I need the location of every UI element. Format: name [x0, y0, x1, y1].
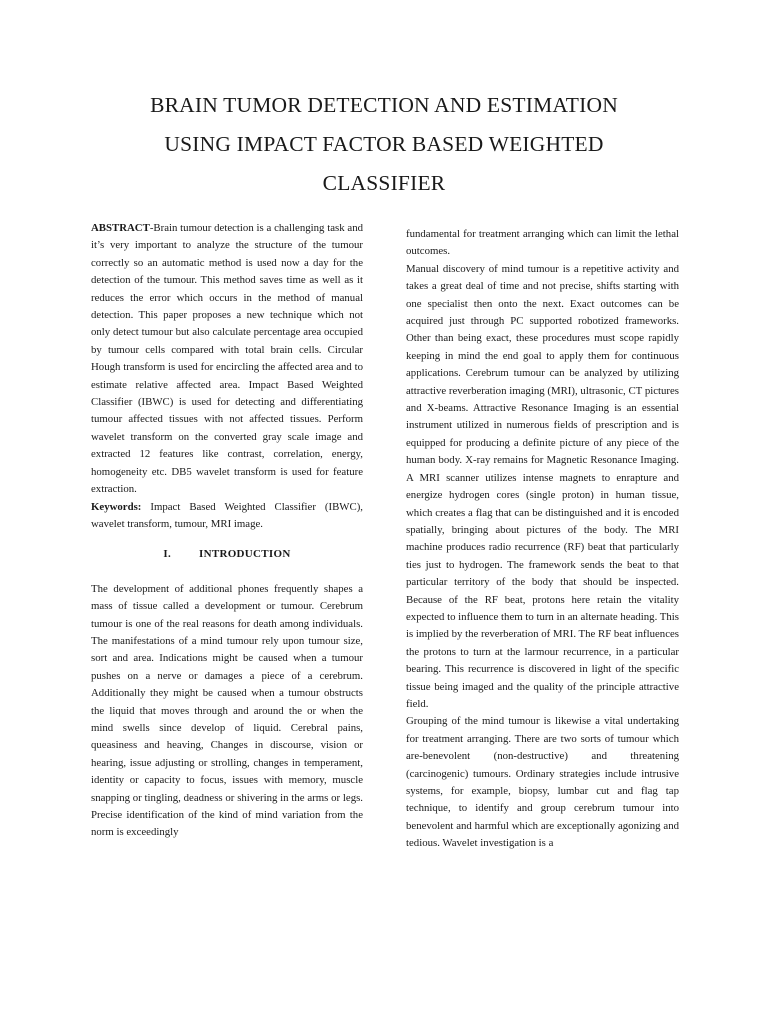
section-title: INTRODUCTION [199, 548, 291, 561]
keywords-text: Impact Based Weighted Classifier (IBWC), wavelet transform, tumour, MRI image. [91, 500, 363, 530]
title-line-1: BRAIN TUMOR DETECTION AND ESTIMATION [150, 93, 618, 117]
right-column [406, 226, 679, 853]
left-column [91, 220, 363, 842]
section-heading-introduction [91, 546, 363, 563]
paper-title [60, 86, 708, 203]
keywords-paragraph [91, 499, 363, 534]
title-line-3: CLASSIFIER [322, 171, 446, 195]
abstract-label: ABSTRACT [91, 222, 150, 234]
right-paragraph-1: fundamental for treatment arranging which can limit the lethal outcomes. [406, 228, 679, 258]
abstract-text: -Brain tumour detection is a challenging task and it’s very important to analyze the structure of the tumour correctly so an automatic method is used now a day for the detection of the tumour. This method saves time as well as it reduces the error which occurs in the method of manual detection. This paper proposes a new technique which not only detect tumour but also calculate percentage area occupied by tumour cells compared with total brain cells. Circular Hough transform is used for encircling the affected area and to estimate relative affected area. Impact Based Weighted Classifier (IBWC) is used for detecting and differentiating tumour affected tissues with not affected tissues. Perform wavelet transform on the converted gray scale image and extracted 12 features like contrast, correlation, energy, homogeneity etc. DB5 wavelet transform is used for feature extraction. [91, 222, 363, 496]
right-paragraph-3: Grouping of the mind tumour is likewise a vital undertaking for treatment arranging. There are two sorts of tumour which are-benevolent (non-destructive) and threatening (carcinogenic) tumours. Ordinary strategies include intrusive systems, for example, biopsy, lumbar cut and flag tap technique, to identify and group cerebrum tumour into benevolent and harmful which are exceptionally agonizing and tedious. Wavelet investigation is a [406, 715, 679, 850]
section-number: I. [163, 548, 171, 561]
right-paragraph-2: Manual discovery of mind tumour is a repetitive activity and takes a great deal of time and not precise, shifts starting with one specialist then onto the next. Exact outcomes can be acquired just through PC supported robotized frameworks. Other than being exact, these procedures must scope rapidly keeping in mind the end goal to apply them for continuous applications. Cerebrum tumour can be analyzed by utilizing attractive reverberation imaging (MRI), ultrasonic, CT pictures and X-beams. Attractive Resonance Imaging is an essential instrument utilized in numerous fields of prescription and is equipped for producing a definite picture of any piece of the human body. X-ray remains for Magnetic Resonance Imaging. A MRI scanner utilizes intense magnets to enrapture and energize hydrogen cores (single proton) in human tissue, which creates a flag that can be distinguished and it is encoded spatially, bringing about pictures of the body. The MRI machine produces radio recurrence (RF) beat that particularly ties just to hydrogen. The framework sends the beat to that particular territory of the body that should be inspected. Because of the RF beat, protons here retain the vitality expected to influence them to turn in an alternate heading. This is implied by the reverberation of MRI. The RF beat influences the protons to turn at the larmour recurrence, in a particular bearing. This recurrence is discovered in light of the specific tissue being imaged and the quality of the principle attractive field. [406, 262, 679, 710]
keywords-label: Keywords: [91, 500, 142, 513]
title-line-2: USING IMPACT FACTOR BASED WEIGHTED [164, 132, 604, 156]
intro-paragraph: The development of additional phones frequently shapes a mass of tissue called a development or tumour. Cerebrum tumour is one of the real reasons for death among individuals. The manifestations of a mind tumour rely upon tumour size, sort and area. Indications might be caused when a tumour pushes on a nerve or damages a piece of a cerebrum. Additionally they might be caused when a tumour obstructs the liquid that moves through and around the or when the mind swells since develop of liquid. Cerebral pains, queasiness and heaving, Changes in discourse, vision or hearing, issue adjusting or strolling, changes in temperament, identity or capacity to focus, issues with memory, muscle snapping or tingling, deadness or shivering in the arms or legs. Precise identification of the kind of mind variation from the norm is exceedingly [91, 582, 363, 839]
abstract-paragraph [91, 220, 363, 499]
